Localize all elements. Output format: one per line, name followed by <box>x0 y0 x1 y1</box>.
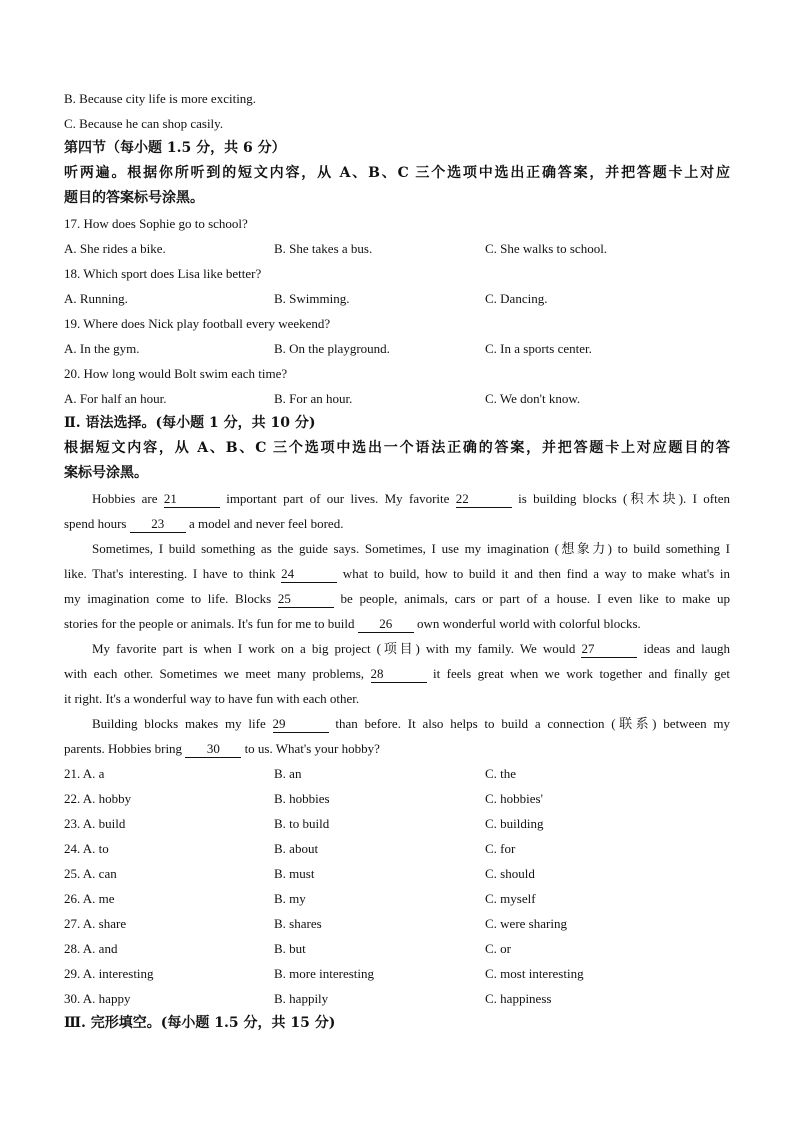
question-20-options <box>64 386 730 411</box>
option-16-c: C. Because he can shop casily. <box>64 116 224 131</box>
option-22-b: B. hobbies <box>274 791 330 806</box>
option-19-a: A. In the gym. <box>64 341 140 356</box>
question-19-options <box>64 336 730 361</box>
option-17-c: C. She walks to school. <box>485 241 608 256</box>
passage-line: my imagination come to life. Blocks 25 be people, animals, cars or part of a house. I even like to make up <box>64 591 730 606</box>
option-27-b: B. shares <box>274 916 322 931</box>
grammar-options-29 <box>64 961 730 986</box>
passage-line: like. That's interesting. I have to think 24 what to build, how to build it and then find a way to make what's in <box>64 566 730 581</box>
blank-23: 23 <box>130 516 186 533</box>
option-17-b: B. She takes a bus. <box>274 241 373 256</box>
blank-21: 21 <box>164 491 220 508</box>
option-20-c: C. We don't know. <box>485 391 581 406</box>
option-24-c: C. for <box>485 841 516 856</box>
grammar-instruction: 根据短文内容，从 A、B、C 三个选项中选出一个语法正确的答案，并把答题卡上对应题目的答 <box>64 440 730 456</box>
option-30-b: B. happily <box>274 991 329 1006</box>
blank-30: 30 <box>185 741 241 758</box>
question-19: 19. Where does Nick play football every weekend? <box>64 316 331 331</box>
option-24-a: 24. A. to <box>64 841 109 856</box>
blank-27: 27 <box>581 641 637 658</box>
option-23-b: B. to build <box>274 816 330 831</box>
grammar-options-26 <box>64 886 730 911</box>
option-28-b: B. but <box>274 941 306 956</box>
option-17-a: A. She rides a bike. <box>64 241 166 256</box>
option-21-b: B. an <box>274 766 302 781</box>
passage-line: Hobbies are 21 important part of our lives. My favorite 22 is building blocks (积木块). I often <box>92 491 730 506</box>
option-19-b: B. On the playground. <box>274 341 390 356</box>
option-24-b: B. about <box>274 841 319 856</box>
grammar-options-24 <box>64 836 730 861</box>
question-20: 20. How long would Bolt swim each time? <box>64 366 288 381</box>
option-29-b: B. more interesting <box>274 966 375 981</box>
blank-29: 29 <box>273 716 329 733</box>
blank-24: 24 <box>281 566 337 583</box>
option-26-a: 26. A. me <box>64 891 115 906</box>
grammar-instruction-cont: 案标号涂黑。 <box>64 465 148 481</box>
option-18-a: A. Running. <box>64 291 128 306</box>
passage-line: Sometimes, I build something as the guide says. Sometimes, I use my imagination (想象力) to build something I <box>92 541 730 556</box>
option-19-c: C. In a sports center. <box>485 341 592 356</box>
grammar-options-25 <box>64 861 730 886</box>
grammar-options-28 <box>64 936 730 961</box>
option-25-a: 25. A. can <box>64 866 117 881</box>
option-29-a: 29. A. interesting <box>64 966 154 981</box>
option-26-b: B. my <box>274 891 306 906</box>
option-26-c: C. myself <box>485 891 536 906</box>
question-17-options <box>64 236 730 261</box>
option-28-a: 28. A. and <box>64 941 118 956</box>
option-23-c: C. building <box>485 816 544 831</box>
grammar-heading: Ⅱ. 语法选择。(每小题 1 分，共 10 分) <box>64 415 316 431</box>
option-23-a: 23. A. build <box>64 816 126 831</box>
blank-26: 26 <box>358 616 414 633</box>
grammar-options-23 <box>64 811 730 836</box>
grammar-options-27 <box>64 911 730 936</box>
passage-line: spend hours 23 a model and never feel bored. <box>64 516 344 531</box>
exam-page <box>64 86 730 1036</box>
passage-line: My favorite part is when I work on a big project (项目) with my family. We would 27 ideas and laugh <box>92 641 730 656</box>
option-21-a: 21. A. a <box>64 766 105 781</box>
grammar-options-22 <box>64 786 730 811</box>
option-22-c: C. hobbies' <box>485 791 543 806</box>
option-27-c: C. were sharing <box>485 916 567 931</box>
option-25-c: C. should <box>485 866 535 881</box>
question-18: 18. Which sport does Lisa like better? <box>64 266 262 281</box>
option-30-c: C. happiness <box>485 991 552 1006</box>
option-18-c: C. Dancing. <box>485 291 548 306</box>
option-18-b: B. Swimming. <box>274 291 350 306</box>
option-28-c: C. or <box>485 941 511 956</box>
section-4-instruction: 听两遍。根据你所听到的短文内容，从 A、B、C 三个选项中选出正确答案，并把答题卡上对应 <box>64 165 730 181</box>
blank-22: 22 <box>456 491 512 508</box>
question-18-options <box>64 286 730 311</box>
option-22-a: 22. A. hobby <box>64 791 132 806</box>
passage-line: parents. Hobbies bring 30 to us. What's your hobby? <box>64 741 380 756</box>
option-16-b: B. Because city life is more exciting. <box>64 91 257 106</box>
section-4-instruction-cont: 题目的答案标号涂黑。 <box>64 190 204 206</box>
grammar-options-30 <box>64 986 730 1011</box>
option-25-b: B. must <box>274 866 315 881</box>
option-20-a: A. For half an hour. <box>64 391 167 406</box>
option-27-a: 27. A. share <box>64 916 127 931</box>
cloze-heading: Ⅲ. 完形填空。(每小题 1.5 分，共 15 分) <box>64 1015 336 1031</box>
passage-line: with each other. Sometimes we meet many problems, 28 it feels great when we work together and finally get <box>64 666 730 681</box>
passage-line: Building blocks makes my life 29 than before. It also helps to build a connection (联系) between my <box>92 716 730 731</box>
blank-25: 25 <box>278 591 334 608</box>
passage-line: it right. It's a wonderful way to have fun with each other. <box>64 691 360 706</box>
question-17: 17. How does Sophie go to school? <box>64 216 248 231</box>
option-29-c: C. most interesting <box>485 966 584 981</box>
option-20-b: B. For an hour. <box>274 391 353 406</box>
passage-line: stories for the people or animals. It's fun for me to build 26 own wonderful world with colorful blocks. <box>64 616 641 631</box>
section-4-heading: 第四节（每小题 1.5 分，共 6 分） <box>64 140 286 156</box>
option-21-c: C. the <box>485 766 517 781</box>
grammar-options-21 <box>64 761 730 786</box>
option-30-a: 30. A. happy <box>64 991 131 1006</box>
blank-28: 28 <box>371 666 427 683</box>
